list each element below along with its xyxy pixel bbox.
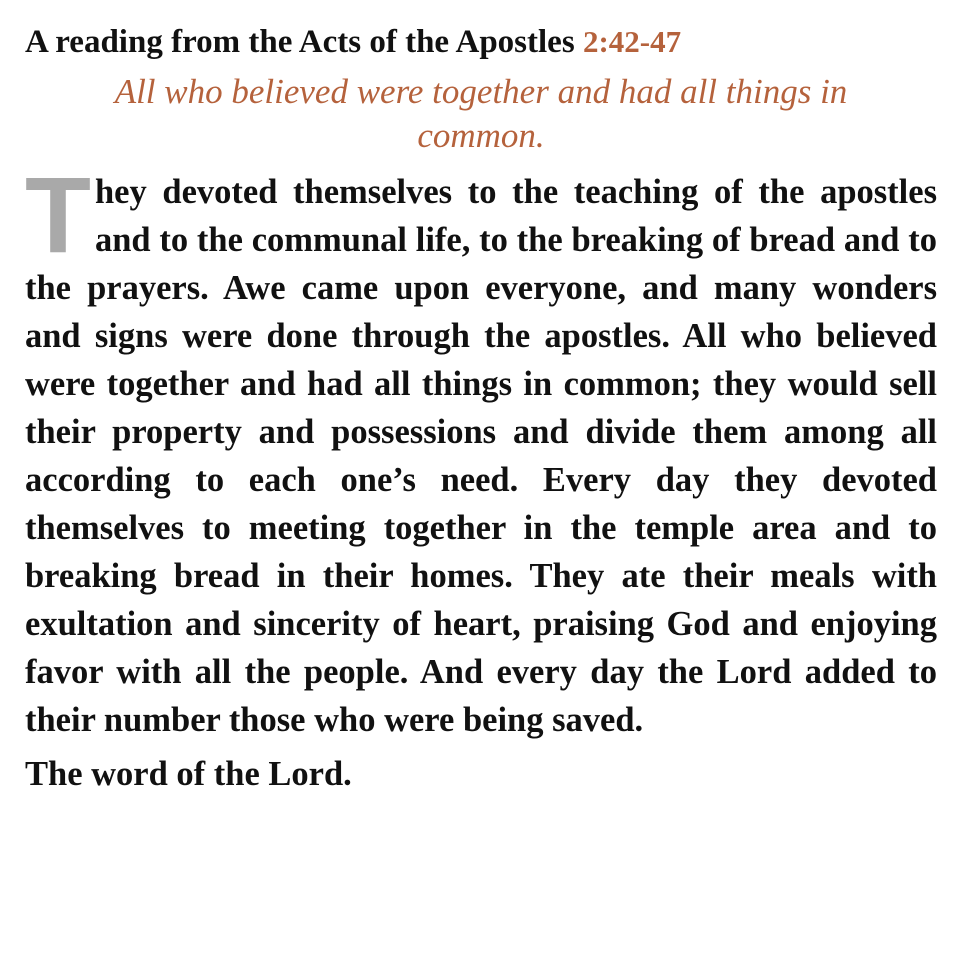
scripture-citation: 2:42-47	[582, 24, 682, 59]
reading-page	[25, 18, 937, 798]
reading-title: A reading from the Acts of the Apostles	[25, 24, 575, 60]
closing-acclamation: The word of the Lord.	[25, 755, 352, 793]
reading-heading	[25, 18, 937, 66]
drop-cap: T	[25, 154, 91, 275]
reading-body	[25, 154, 937, 744]
reading-body-text: hey devoted themselves to the teaching of the apostles and to the communal life, to the breaking of bread and to the prayers. Awe came upon everyone, and many wonders and signs were done through the apostles. All who believed were together and had all things in common; they would sell their property and possessions and divide them among all according to each one’s need. Every day they devoted themselves to meeting together in the temple area and to breaking bread in their homes. They ate their meals with exultation and sincerity of heart, praising God and enjoying favor with all the people. And every day the Lord added to their number those who were being saved.	[25, 173, 937, 739]
reading-summary: All who believed were together and had all things in common.	[114, 72, 848, 155]
